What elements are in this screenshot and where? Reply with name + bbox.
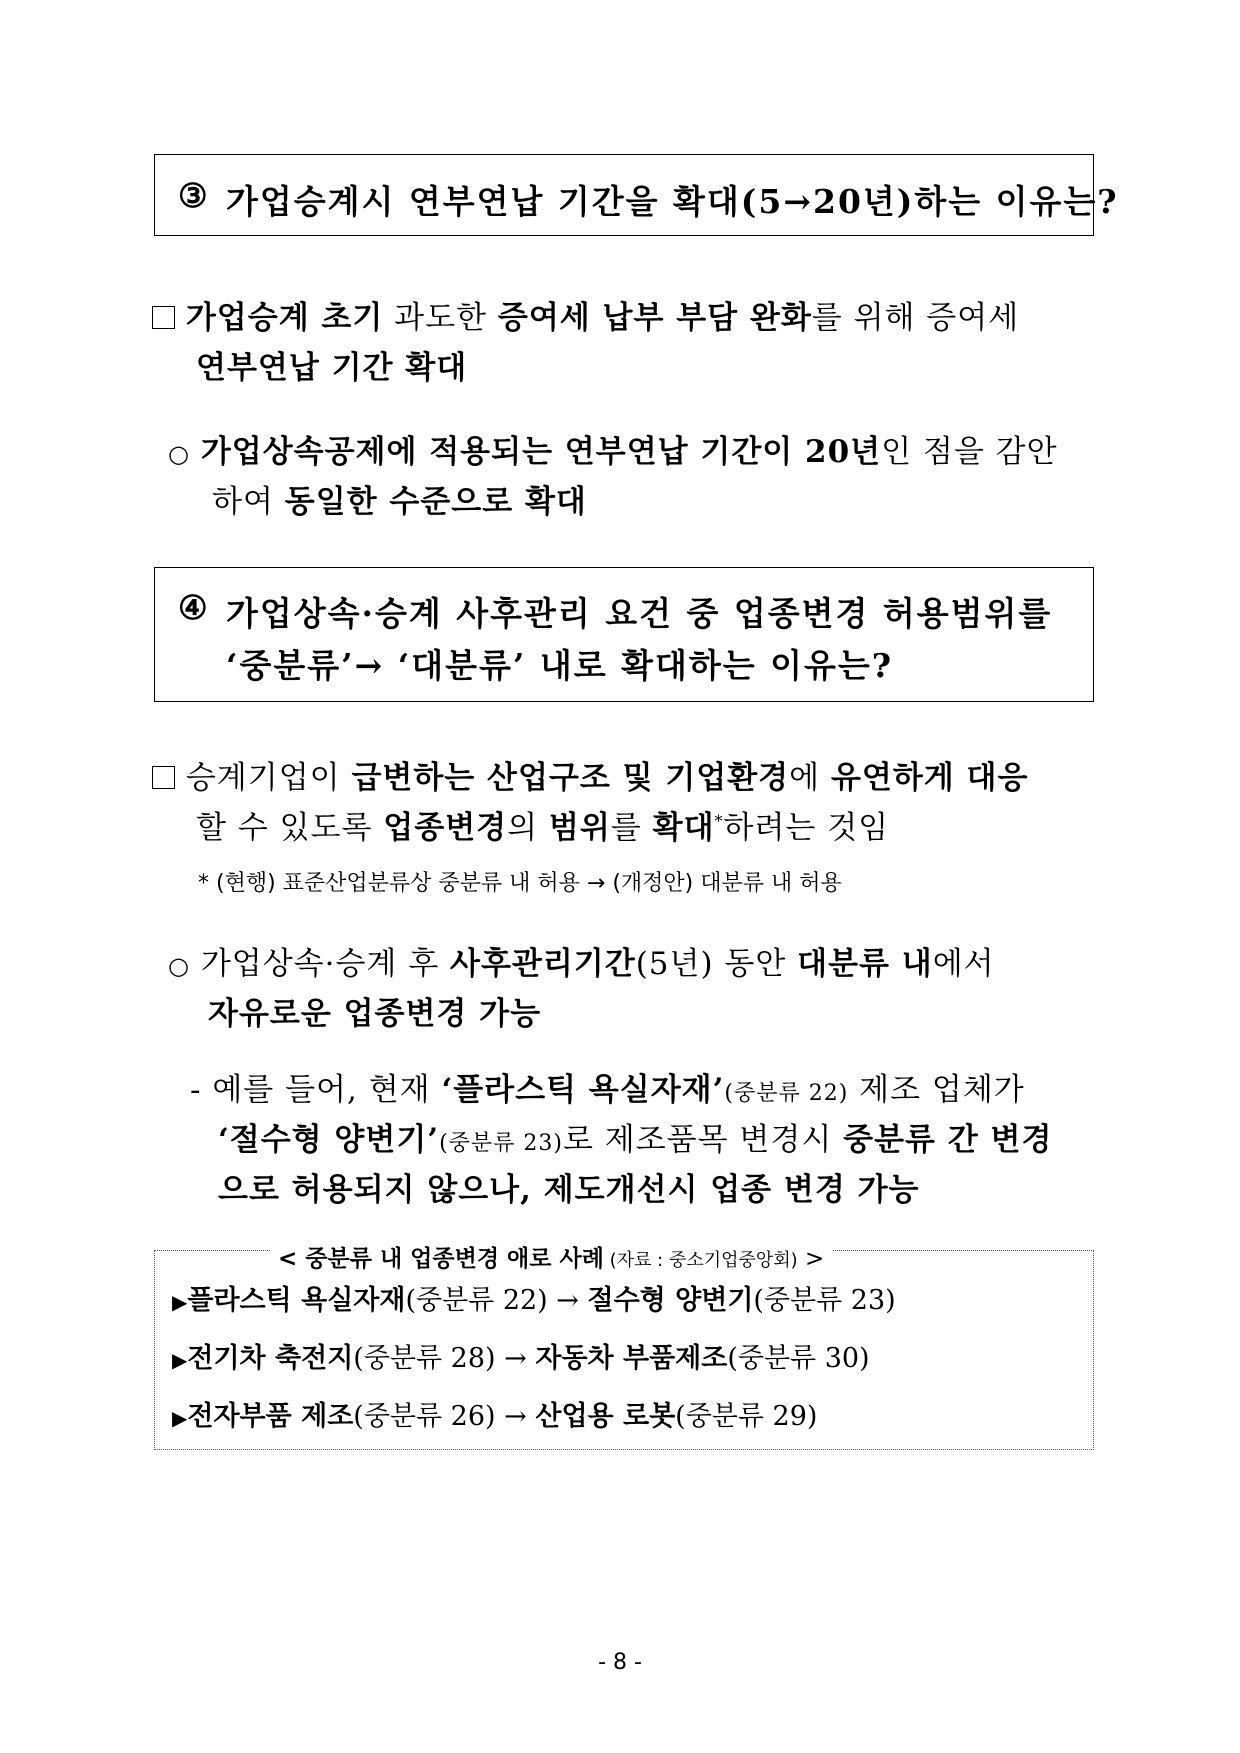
- text-bold: 절수형 양변기: [587, 1285, 754, 1316]
- source-note: (자료 : 중소기업중앙회): [603, 1250, 798, 1271]
- text: 제조 업체가: [848, 1072, 1025, 1108]
- section-2-circle-line-2: 자유로운 업종변경 가능: [208, 996, 542, 1032]
- section-1-line-2: 연부연납 기간 확대: [196, 350, 468, 386]
- text: (중분류 22): [405, 1285, 548, 1316]
- question-3-title: 가업승계시 연부연납 기간을 확대(5→20년)하는 이유는?: [226, 182, 1119, 221]
- text-bold: 대분류 내: [797, 946, 933, 982]
- text-bold: 범위: [548, 810, 611, 846]
- text-bold: 증여세 납부 부담 완화: [497, 300, 812, 336]
- square-bullet-icon: [152, 766, 175, 789]
- text-bold: 플라스틱 욕실자재: [187, 1285, 406, 1316]
- text: 하려는 것임: [723, 810, 890, 846]
- text: 승계기업이: [185, 760, 352, 796]
- text: 하여: [212, 484, 285, 520]
- text-bold: 산업용 로봇: [535, 1401, 676, 1432]
- text: (중분류 29): [675, 1401, 818, 1432]
- arrow: →: [495, 1343, 536, 1374]
- text: 예를 들어, 현재: [212, 1072, 442, 1108]
- text-bold: 확대: [652, 810, 715, 846]
- text-bold: 가업승계 초기: [185, 300, 384, 336]
- triangle-bullet-icon: ▶: [172, 1290, 188, 1314]
- question-4-title-line-1: 가업상속·승계 사후관리 요건 중 업종변경 허용범위를: [226, 594, 1053, 633]
- text: (중분류 28): [353, 1343, 496, 1374]
- text: 가업상속·승계 후: [200, 946, 450, 982]
- text-bold: < 중분류 내 업종변경 애로 사례: [278, 1246, 604, 1272]
- footnote-marker: *: [714, 811, 724, 831]
- text: (중분류 26): [353, 1401, 496, 1432]
- text: (중분류 23): [753, 1285, 896, 1316]
- case-item: [172, 1278, 896, 1317]
- section-2-line-1: [152, 752, 1028, 797]
- text-bold: 업종변경: [383, 810, 508, 846]
- text: 를: [610, 810, 653, 846]
- text: 의: [507, 810, 549, 846]
- case-item: [172, 1336, 870, 1375]
- footnote: * (현행) 표준산업분류상 중분류 내 허용 → (개정안) 대분류 내 허용: [198, 871, 842, 896]
- text-bold: 전기차 축전지: [187, 1343, 354, 1374]
- text-bold: 자동차 부품제조: [535, 1343, 728, 1374]
- section-1-circle-line-1: [168, 426, 1058, 471]
- question-4-number: ④: [178, 588, 208, 627]
- text: 에: [789, 760, 831, 796]
- text: 로 제조품목 변경시: [562, 1122, 844, 1158]
- case-item: [172, 1394, 817, 1433]
- section-2-circle-line-1: [168, 938, 995, 983]
- text-bold: 동일한 수준으로 확대: [284, 484, 587, 520]
- text-bold: 급변하는 산업구조 및 기업환경: [351, 760, 790, 796]
- triangle-bullet-icon: ▶: [172, 1348, 188, 1372]
- text: (중분류 30): [727, 1343, 870, 1374]
- text-bold: ‘절수형 양변기’: [218, 1122, 440, 1158]
- text-bold: 가업상속공제에 적용되는 연부연납 기간이 20년: [200, 434, 882, 470]
- text-small: (중분류 23): [439, 1131, 563, 1156]
- square-bullet-icon: [152, 306, 175, 329]
- case-examples-title: [270, 1240, 832, 1273]
- text-bold: 유연하게 대응: [830, 760, 1029, 796]
- text: 과도한: [383, 300, 498, 336]
- text: 인 점을 감안: [881, 434, 1058, 470]
- question-3-number: ③: [178, 176, 208, 215]
- section-1-circle-line-2: [212, 476, 587, 521]
- triangle-bullet-icon: ▶: [172, 1406, 188, 1430]
- section-1-line-1: [152, 292, 1019, 337]
- page-number: - 8 -: [598, 1650, 642, 1675]
- example-line-1: [190, 1064, 1025, 1109]
- text: (5년) 동안: [635, 946, 798, 982]
- question-4-title-line-2: ‘중분류’→ ‘대분류’ 내로 확대하는 이유는?: [226, 646, 894, 685]
- example-line-3: 으로 허용되지 않으나, 제도개선시 업종 변경 가능: [218, 1172, 920, 1208]
- text-bold: ‘플라스틱 욕실자재’: [441, 1072, 725, 1108]
- arrow: →: [547, 1285, 588, 1316]
- text: 할 수 있도록: [196, 810, 384, 846]
- text: >: [797, 1246, 825, 1272]
- text-bold: 전자부품 제조: [187, 1401, 354, 1432]
- dash-bullet: -: [190, 1072, 213, 1108]
- circle-bullet-icon: ○: [168, 440, 190, 468]
- example-line-2: [218, 1114, 1052, 1159]
- arrow: →: [495, 1401, 536, 1432]
- section-2-line-2: [196, 802, 889, 847]
- text-bold: 중분류 간 변경: [843, 1122, 1053, 1158]
- text: 에서: [932, 946, 995, 982]
- text-bold: 사후관리기간: [450, 946, 636, 982]
- text: 를 위해 증여세: [811, 300, 1020, 336]
- text-small: (중분류 22): [724, 1081, 849, 1106]
- circle-bullet-icon: ○: [168, 952, 190, 980]
